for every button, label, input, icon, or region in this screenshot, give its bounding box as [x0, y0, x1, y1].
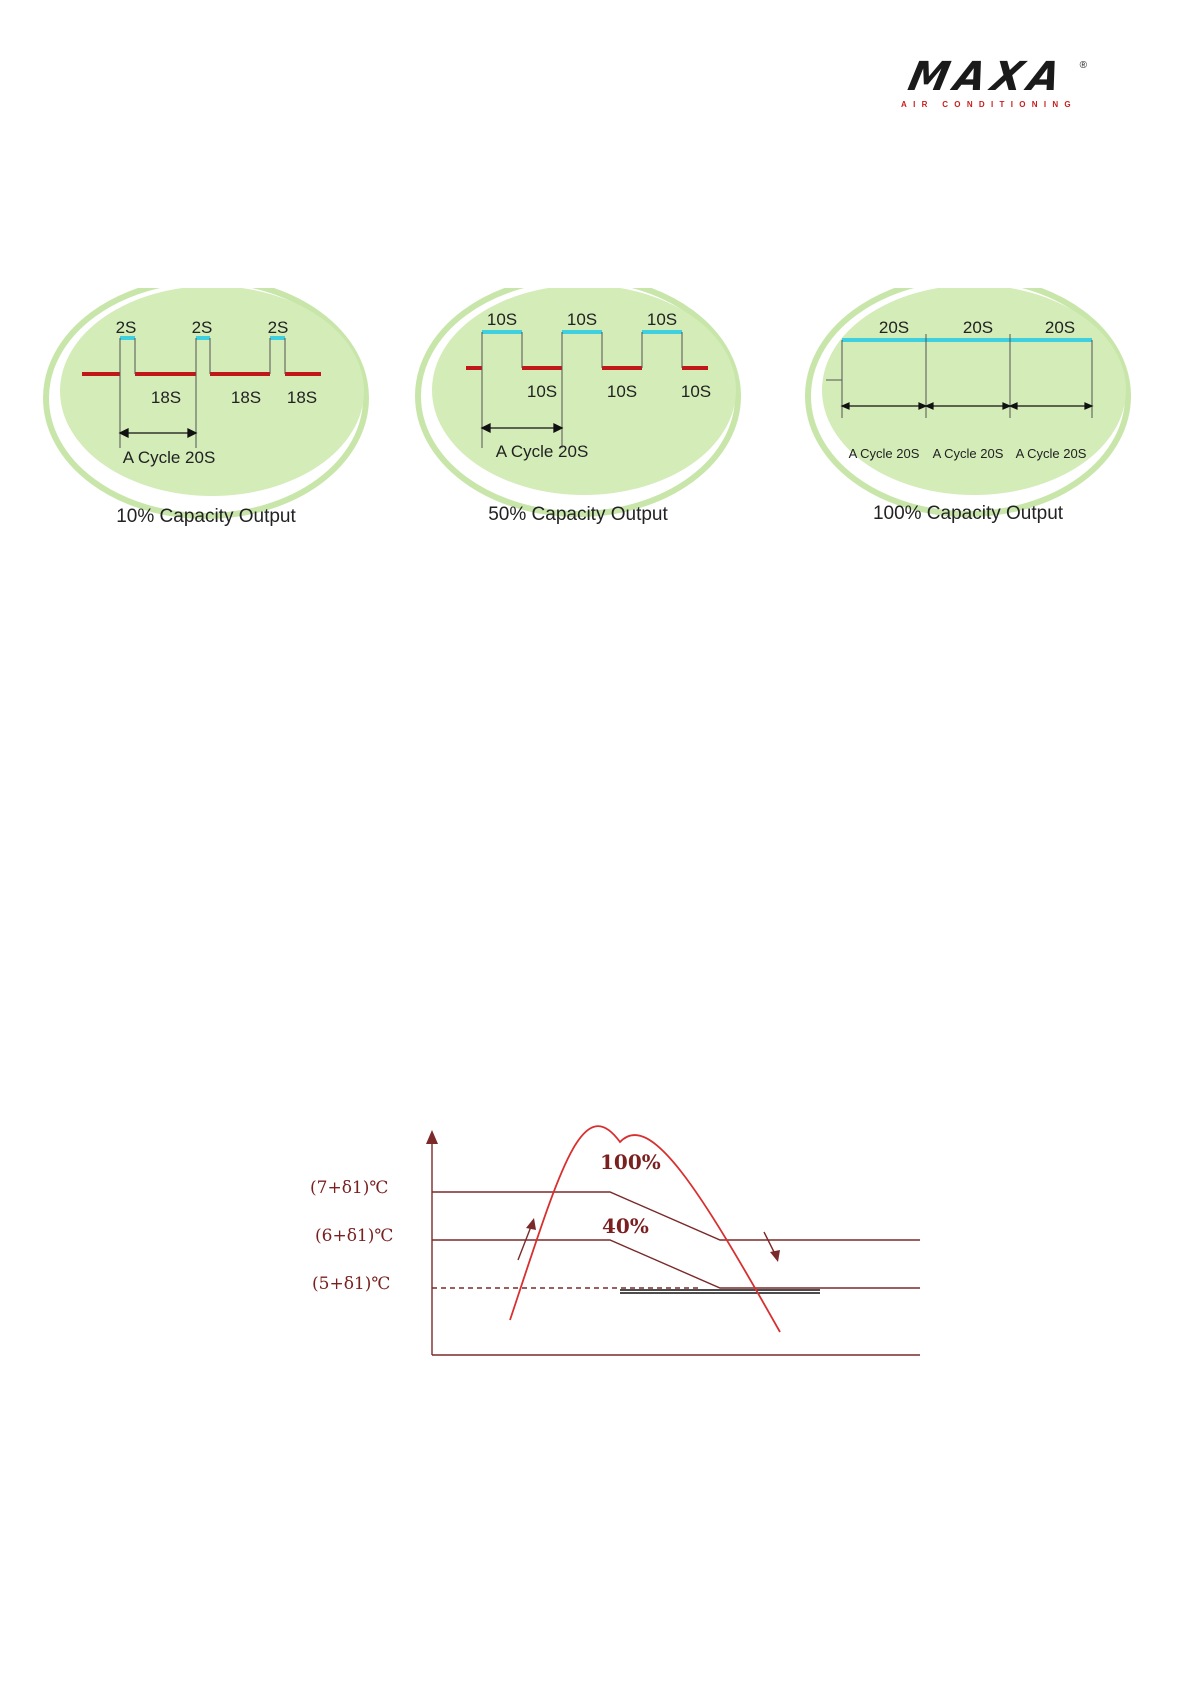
panel-caption: 10% Capacity Output — [116, 506, 296, 527]
cycle-label: A Cycle 20S — [932, 446, 1004, 461]
on-label: 20S — [1044, 318, 1076, 337]
capacity-panel-100 — [796, 288, 1140, 576]
line-40 — [432, 1240, 920, 1288]
capacity-panel-50 — [406, 288, 750, 576]
cycle-label: A Cycle 20S — [1015, 446, 1087, 461]
y-label: (7+δ1)℃ — [310, 1178, 389, 1198]
temperature-control-diagram — [310, 1120, 930, 1370]
logo-tagline: AIR CONDITIONING — [901, 100, 1077, 109]
curve-label-100: 100% — [600, 1150, 661, 1174]
on-label: 20S — [962, 318, 994, 337]
y-axis-arrow — [426, 1130, 438, 1144]
on-label: 2S — [115, 318, 137, 337]
cycle-label: A Cycle 20S — [495, 442, 589, 461]
y-label: (6+δ1)℃ — [315, 1226, 394, 1246]
capacity-panel-10 — [34, 288, 378, 576]
on-label: 10S — [646, 310, 678, 329]
panel-caption: 50% Capacity Output — [488, 504, 668, 525]
logo-registered-mark: ® — [1079, 60, 1087, 71]
cycle-label: A Cycle 20S — [122, 448, 216, 467]
curve-label-40: 40% — [602, 1214, 649, 1238]
on-label: 10S — [566, 310, 598, 329]
off-label: 18S — [286, 388, 318, 407]
line-100 — [432, 1192, 920, 1240]
cycle-label: A Cycle 20S — [848, 446, 920, 461]
on-label: 2S — [267, 318, 289, 337]
off-label: 10S — [606, 382, 638, 401]
panel-caption: 100% Capacity Output — [872, 503, 1064, 524]
rise-arrow — [518, 1224, 532, 1260]
panel-50-diagram — [406, 288, 750, 576]
on-label: 2S — [191, 318, 213, 337]
off-label: 18S — [150, 388, 182, 407]
brand-logo — [890, 54, 1087, 116]
on-label: 10S — [486, 310, 518, 329]
on-label: 20S — [878, 318, 910, 337]
off-label: 18S — [230, 388, 262, 407]
logo-wordmark: MAXA — [904, 54, 1071, 100]
off-label: 10S — [526, 382, 558, 401]
y-label: (5+δ1)℃ — [312, 1274, 391, 1294]
off-label: 10S — [680, 382, 712, 401]
